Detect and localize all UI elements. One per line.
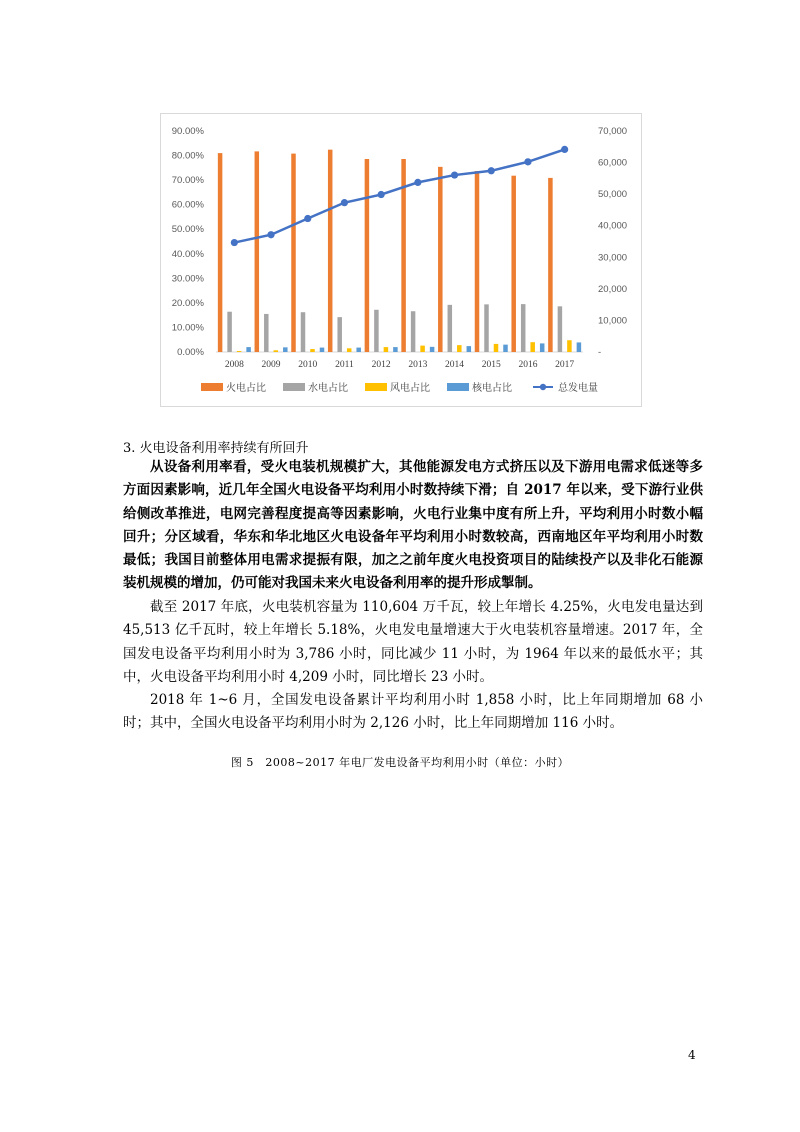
bar-2 (237, 351, 242, 352)
legend-swatch-0 (201, 383, 223, 391)
line-point (267, 231, 274, 238)
legend-label: 火电占比 (226, 383, 266, 394)
y-left-tick-label: 70.00% (171, 175, 204, 187)
x-tick-label: 2008 (224, 360, 244, 370)
bar-3 (393, 347, 398, 352)
line-point (304, 215, 311, 222)
bar-3 (283, 347, 288, 352)
x-tick-label: 2015 (481, 360, 501, 370)
bar-0 (438, 167, 443, 352)
bar-0 (255, 151, 259, 352)
y-right-tick-label: - (598, 347, 602, 358)
line-point (561, 146, 568, 153)
bar-3 (246, 347, 251, 352)
y-right-tick-label: 40,000 (598, 220, 628, 232)
bar-1 (558, 306, 563, 352)
bar-2 (274, 350, 279, 352)
bar-1 (374, 310, 379, 352)
figure-caption: 图 5 2008~2017 年电厂发电设备平均利用小时（单位：小时） (230, 756, 570, 769)
y-right-tick-label: 30,000 (598, 252, 628, 264)
chart-svg (161, 114, 641, 406)
line-point (414, 179, 421, 186)
bar-3 (540, 343, 545, 352)
bar-2 (530, 342, 535, 352)
bar-2 (567, 340, 572, 352)
bar-1 (227, 312, 232, 352)
x-tick-label: 2010 (298, 360, 318, 370)
generation-mix-chart (160, 113, 642, 407)
y-left-tick-label: 40.00% (171, 248, 204, 260)
bar-0 (475, 171, 480, 352)
bar-1 (264, 314, 269, 352)
paragraph-2017-capacity: 截至 2017 年底，火电装机容量为 110,604 万千瓦，较上年增长 4.25%，火电发电量达到 45,513 亿千瓦时，较上年增长 5.18%，火电发电量增速大于火电装机容量增速。2017 年，全国发电设备平均利用小时为 3,786 小时，同比减少 11 小时，为 1964 年以来的最低水平；其中，火电设备平均利用小时 4,209 小时，同比增长 23 小时。 (123, 599, 703, 685)
bar-2 (347, 348, 352, 352)
bar-3 (430, 347, 435, 352)
line-point (231, 239, 238, 246)
legend-label: 风电占比 (390, 383, 430, 394)
y-left-tick-label: 10.00% (171, 322, 204, 334)
bar-0 (291, 154, 296, 352)
x-tick-label: 2011 (335, 360, 354, 370)
x-tick-label: 2014 (445, 360, 465, 370)
bar-3 (356, 348, 361, 352)
bar-2 (420, 346, 425, 352)
y-right-tick-label: 60,000 (598, 157, 628, 169)
x-tick-label: 2017 (555, 360, 575, 370)
x-tick-label: 2016 (518, 360, 538, 370)
bar-0 (328, 150, 333, 352)
legend-label: 水电占比 (308, 383, 348, 394)
section-heading: 3. 火电设备利用率持续有所回升 (123, 441, 309, 456)
bar-2 (494, 344, 499, 352)
bar-0 (548, 178, 553, 352)
x-tick-label: 2012 (371, 360, 391, 370)
y-left-tick-label: 20.00% (171, 297, 204, 309)
y-right-tick-label: 70,000 (598, 126, 628, 137)
x-tick-label: 2009 (261, 360, 281, 370)
y-right-tick-label: 10,000 (598, 315, 628, 327)
bar-0 (365, 159, 370, 352)
bar-3 (577, 342, 582, 352)
bar-2 (457, 345, 462, 352)
line-point (524, 158, 531, 165)
bar-2 (310, 349, 315, 352)
y-left-tick-label: 30.00% (171, 273, 204, 285)
bar-0 (218, 153, 223, 352)
line-point (378, 191, 385, 198)
paragraph-2018-hours: 2018 年 1~6 月，全国发电设备累计平均利用小时 1,858 小时，比上年同期增加 68 小时；其中，全国火电设备平均利用小时为 2,126 小时，比上年同期增加 116 小时。 (123, 692, 703, 732)
page-number: 4 (688, 1048, 696, 1062)
bar-1 (337, 317, 342, 352)
bar-1 (411, 311, 416, 352)
bar-2 (384, 347, 389, 352)
y-right-tick-label: 20,000 (598, 283, 628, 295)
bar-3 (503, 345, 508, 352)
legend-label: 核电占比 (472, 383, 512, 394)
line-point (341, 199, 348, 206)
legend-swatch-1 (283, 383, 305, 391)
legend-swatch-point (540, 384, 546, 390)
bar-1 (484, 304, 489, 352)
bar-1 (448, 305, 453, 352)
legend-label: 总发电量 (558, 383, 598, 394)
y-left-tick-label: 90.00% (171, 126, 204, 137)
bar-1 (521, 304, 526, 352)
x-tick-label: 2013 (408, 360, 428, 370)
bar-1 (301, 312, 306, 352)
y-right-tick-label: 50,000 (598, 189, 628, 201)
line-point (451, 171, 458, 178)
y-left-tick-label: 0.00% (177, 347, 204, 358)
y-left-tick-label: 80.00% (171, 150, 204, 162)
bar-3 (467, 346, 472, 352)
legend-swatch-3 (447, 383, 469, 391)
y-left-tick-label: 60.00% (171, 199, 204, 211)
line-point (488, 167, 495, 174)
legend-swatch-2 (365, 383, 387, 391)
y-left-tick-label: 50.00% (171, 224, 204, 236)
bar-0 (511, 176, 516, 352)
bar-3 (320, 348, 325, 352)
paragraph-utilization-summary: 从设备利用率看，受火电装机规模扩大，其他能源发电方式挤压以及下游用电需求低迷等多方面因素影响，近几年全国火电设备平均利用小时数持续下滑；自 2017 年以来，受下游行业供给侧改革推进，电网完善程度提高等因素影响，火电行业集中度有所上升，平均利用小时数小幅回升；分区域看，华东和华北地区火电设备年平均利用小时数较高，西南地区年平均利用小时数最低；我国目前整体用电需求提振有限，加之之前年度火电投资项目的陆续投产以及非化石能源装机规模的增加，仍可能对我国未来火电设备利用率的提升形成掣制。 (123, 459, 703, 592)
